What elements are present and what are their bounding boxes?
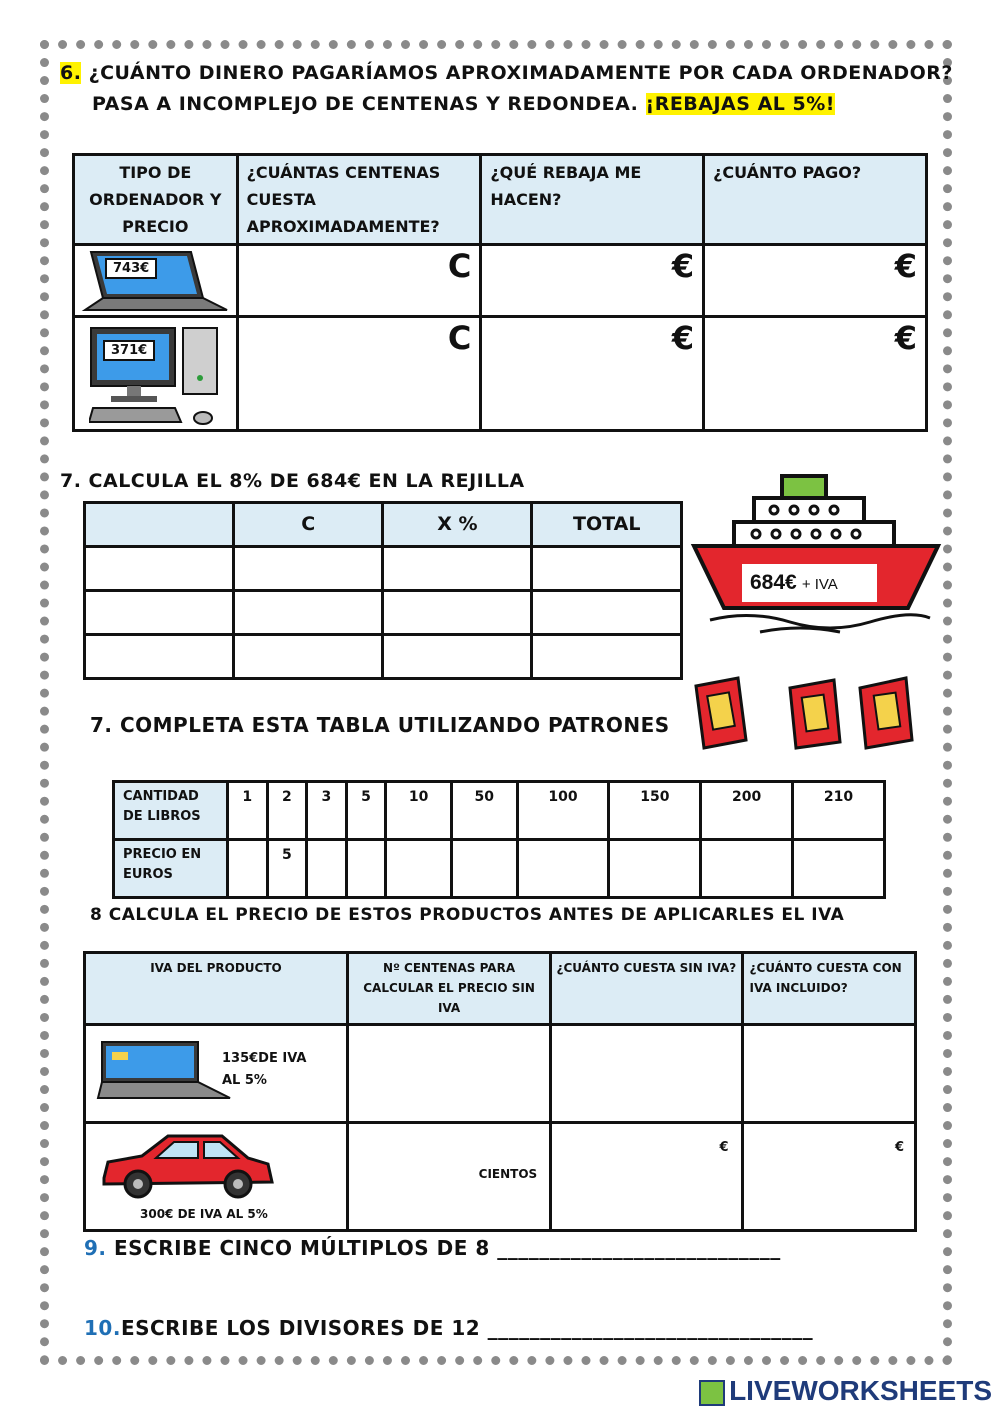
q6-heading (60, 62, 953, 84)
q8-laptop-label: 135€DE IVA AL 5% (222, 1051, 307, 1088)
price-cell[interactable] (701, 840, 793, 898)
q7a-cell[interactable] (383, 635, 532, 679)
q8-r2-sin-iva[interactable] (551, 1123, 742, 1231)
price-cell[interactable] (609, 840, 701, 898)
q7a-cell[interactable] (234, 547, 383, 591)
q7a-cell[interactable] (532, 591, 682, 635)
price-cell[interactable] (451, 840, 517, 898)
q6-line2: PASA A INCOMPLEJO DE CENTENAS Y REDONDEA. (92, 93, 639, 115)
q6-line1: ¿CUÁNTO DINERO PAGARÍAMOS APROXIMADAMENTE POR CADA ORDENADOR? (88, 62, 953, 84)
laptop-icon (96, 1038, 236, 1108)
q9-text: ESCRIBE CINCO MÚLTIPLOS DE 8 ___________________________ (113, 1236, 781, 1260)
q6-header-type: TIPO DE ORDENADOR Y PRECIO (74, 155, 238, 245)
price-cell[interactable] (346, 840, 386, 898)
q8-table (83, 951, 917, 1232)
q7b-heading: 7. COMPLETA ESTA TABLA UTILIZANDO PATRONES (90, 713, 670, 737)
q7a-header-total: TOTAL (532, 503, 682, 547)
q8-car-cell (85, 1123, 348, 1231)
desktop-image-cell (74, 317, 238, 431)
q8-header-sin-iva: ¿CUÁNTO CUESTA SIN IVA? (551, 953, 742, 1025)
q8-header-iva: IVA DEL PRODUCTO (85, 953, 348, 1025)
ship-tax: + IVA (801, 576, 838, 593)
qty-cell: 10 (386, 782, 452, 840)
q7a-cell[interactable] (234, 591, 383, 635)
q6-r1-rebaja[interactable]: € (481, 245, 704, 317)
laptop-image-cell (74, 245, 238, 317)
q8-cientos-label: CIENTOS (478, 1167, 538, 1181)
book-icon (692, 676, 752, 750)
q10-text: ESCRIBE LOS DIVISORES DE 12 _______________________________ (120, 1316, 814, 1340)
q6-header-centenas: ¿CUÁNTAS CENTENAS CUESTA APROXIMADAMENTE? (237, 155, 481, 245)
q7a-cell[interactable] (85, 591, 234, 635)
price-cell[interactable] (793, 840, 885, 898)
q7a-grid (83, 501, 683, 680)
q7a-header-blank (85, 503, 234, 547)
q6-header-pago: ¿CUÁNTO PAGO? (704, 155, 927, 245)
qty-cell: 100 (517, 782, 609, 840)
q6-r2-pago[interactable]: € (704, 317, 927, 431)
price-cell[interactable] (386, 840, 452, 898)
qty-cell: 1 (228, 782, 268, 840)
ship-price: 684€ (750, 571, 797, 594)
q7a-cell[interactable] (234, 635, 383, 679)
qty-cell: 200 (701, 782, 793, 840)
q6-r2-centenas[interactable]: C (237, 317, 481, 431)
ship-icon (690, 470, 942, 640)
q7a-header-c: C (234, 503, 383, 547)
q7a-cell[interactable] (383, 591, 532, 635)
q6-r1-pago[interactable]: € (704, 245, 927, 317)
euro-symbol: € (719, 1140, 729, 1155)
book-icon (786, 678, 846, 750)
brand-text: LIVEWORKSHEETS (729, 1375, 992, 1406)
q8-car-label: 300€ DE IVA AL 5% (140, 1207, 268, 1221)
q7a-row (85, 635, 682, 679)
q7a-cell[interactable] (85, 547, 234, 591)
q8-row-laptop (85, 1025, 916, 1123)
q7a-heading: 7. CALCULA EL 8% DE 684€ EN LA REJILLA (60, 470, 525, 492)
book-icon (856, 676, 918, 750)
euro-symbol: € (894, 1140, 904, 1155)
qty-cell: 5 (346, 782, 386, 840)
q7b-quantity-row (114, 782, 885, 840)
qty-cell: 2 (267, 782, 307, 840)
q10-number: 10. (84, 1316, 121, 1340)
laptop-price-tag: 743€ (105, 258, 157, 279)
q7b-row1-label: CANTIDAD DE LIBROS (114, 782, 228, 840)
q7a-row (85, 547, 682, 591)
q6-row-desktop (74, 317, 927, 431)
q7a-header-x: X % (383, 503, 532, 547)
price-cell[interactable] (307, 840, 347, 898)
ship-price-label (742, 564, 877, 602)
q7b-table (112, 780, 886, 899)
q9-number: 9. (84, 1236, 107, 1260)
q6-r2-rebaja[interactable]: € (481, 317, 704, 431)
q8-r2-con-iva[interactable] (742, 1123, 916, 1231)
q8-heading: 8 CALCULA EL PRECIO DE ESTOS PRODUCTOS ANTES DE APLICARLES EL IVA (90, 905, 845, 925)
q6-table (72, 153, 928, 432)
q6-number: 6. (60, 62, 82, 84)
q8-header-con-iva: ¿CUÁNTO CUESTA CON IVA INCLUIDO? (742, 953, 916, 1025)
liveworksheets-logo (699, 1375, 992, 1407)
q8-row-car (85, 1123, 916, 1231)
q7a-cell[interactable] (383, 547, 532, 591)
q6-subheading (92, 93, 835, 115)
q8-r1-centenas[interactable] (347, 1025, 550, 1123)
q6-highlight: ¡REBAJAS AL 5%! (645, 93, 835, 115)
q7a-cell[interactable] (85, 635, 234, 679)
price-cell[interactable] (228, 840, 268, 898)
q8-r2-centenas[interactable] (347, 1123, 550, 1231)
price-cell[interactable]: 5 (267, 840, 307, 898)
qty-cell: 50 (451, 782, 517, 840)
car-icon (98, 1128, 276, 1204)
q8-laptop-cell (85, 1025, 348, 1123)
price-cell[interactable] (517, 840, 609, 898)
q8-r1-con-iva[interactable] (742, 1025, 916, 1123)
q7a-cell[interactable] (532, 547, 682, 591)
qty-cell: 150 (609, 782, 701, 840)
qty-cell: 210 (793, 782, 885, 840)
desktop-price-tag: 371€ (103, 340, 155, 361)
qty-cell: 3 (307, 782, 347, 840)
q7a-cell[interactable] (532, 635, 682, 679)
brand-icon (699, 1380, 725, 1406)
q7a-row (85, 591, 682, 635)
q7b-price-row (114, 840, 885, 898)
q9-line (84, 1236, 781, 1260)
q7b-row2-label: PRECIO EN EUROS (114, 840, 228, 898)
q8-r1-sin-iva[interactable] (551, 1025, 742, 1123)
q6-header-rebaja: ¿QUÉ REBAJA ME HACEN? (481, 155, 704, 245)
q10-line (84, 1316, 813, 1340)
q6-row-laptop (74, 245, 927, 317)
q6-r1-centenas[interactable]: C (237, 245, 481, 317)
q8-header-centenas: Nº CENTENAS PARA CALCULAR EL PRECIO SIN IVA (347, 953, 550, 1025)
